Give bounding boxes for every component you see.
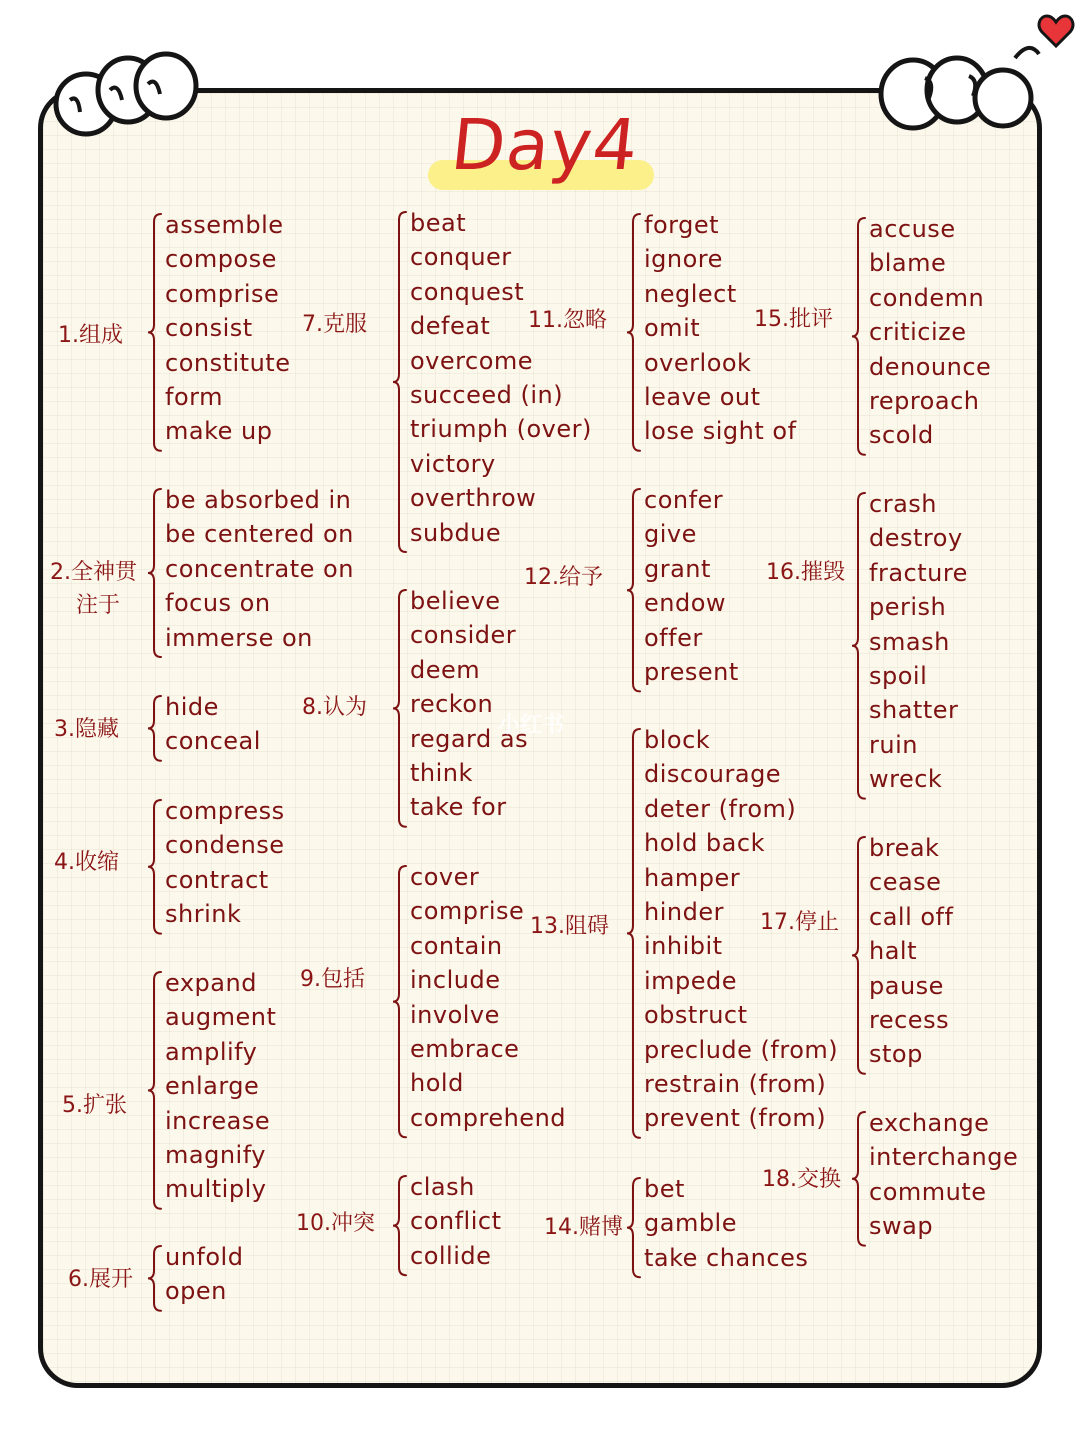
synonym-item: triumph (over)	[410, 415, 592, 444]
synonym-item: confer	[644, 486, 724, 514]
group-label: 4.收缩	[54, 850, 119, 875]
synonym-item: neglect	[644, 279, 737, 308]
synonym-item: immerse on	[165, 623, 313, 652]
synonym-item: increase	[165, 1106, 271, 1135]
curly-brace-icon	[851, 835, 871, 1076]
synonym-item: exchange	[869, 1109, 990, 1137]
synonym-item: crash	[869, 490, 937, 518]
curly-brace-icon	[626, 487, 646, 693]
synonym-item: offer	[644, 623, 703, 652]
synonym-list	[869, 1106, 1018, 1244]
synonym-item: bet	[644, 1175, 685, 1203]
synonym-item: amplify	[165, 1037, 258, 1066]
synonym-item: endow	[644, 589, 727, 618]
curly-brace-icon	[851, 1110, 871, 1248]
synonym-item: ignore	[644, 245, 723, 274]
left-hand-icon	[40, 38, 240, 158]
synonym-item: subdue	[410, 518, 502, 547]
synonym-item: destroy	[869, 524, 963, 553]
synonym-item: form	[165, 382, 223, 411]
synonym-item: cease	[869, 868, 942, 897]
synonym-item: preclude (from)	[644, 1035, 839, 1064]
synonym-item: gamble	[644, 1209, 737, 1238]
synonym-list	[410, 206, 592, 550]
synonym-item: contract	[165, 865, 269, 894]
synonym-list	[165, 483, 354, 655]
group-label: 10.冲突	[296, 1211, 375, 1236]
group-label: 11.忽略	[528, 308, 607, 333]
group-label: 16.摧毁	[766, 560, 845, 585]
synonym-item: impede	[644, 966, 738, 995]
curly-brace-icon	[147, 212, 167, 453]
curly-brace-icon	[392, 588, 412, 829]
synonym-item: fracture	[869, 558, 968, 587]
synonym-item: hold	[410, 1069, 464, 1098]
synonym-item: be absorbed in	[165, 486, 352, 514]
synonym-item: lose sight of	[644, 417, 797, 446]
synonym-item: hinder	[644, 897, 724, 926]
curly-brace-icon	[626, 1176, 646, 1279]
synonym-item: constitute	[165, 348, 291, 377]
synonym-item: be centered on	[165, 520, 354, 549]
synonym-item: hamper	[644, 863, 741, 892]
synonym-item: call off	[869, 902, 954, 931]
synonym-item: spoil	[869, 661, 928, 690]
group-label: 12.给予	[524, 565, 603, 590]
synonym-item: conflict	[410, 1207, 502, 1236]
synonym-list	[410, 1170, 501, 1273]
synonym-item: magnify	[165, 1140, 266, 1169]
synonym-item: reckon	[410, 690, 494, 719]
curly-brace-icon	[147, 487, 167, 659]
synonym-item: contain	[410, 931, 503, 960]
synonym-item: leave out	[644, 382, 761, 411]
synonym-item: succeed (in)	[410, 380, 564, 409]
synonym-list	[410, 584, 528, 825]
synonym-item: consist	[165, 314, 253, 343]
group-label-line2: 注于	[76, 593, 121, 618]
synonym-item: recess	[869, 1005, 950, 1034]
group-label: 1.组成	[58, 323, 123, 348]
curly-brace-icon	[147, 798, 167, 936]
synonym-item: conceal	[165, 727, 261, 756]
synonym-item: cover	[410, 863, 480, 891]
synonym-item: compress	[165, 797, 285, 825]
synonym-item: reproach	[869, 386, 980, 415]
synonym-item: forget	[644, 211, 719, 239]
synonym-item: denounce	[869, 352, 992, 381]
synonym-list	[869, 831, 953, 1072]
synonym-item: commute	[869, 1177, 987, 1206]
group-label: 14.赌博	[544, 1215, 623, 1240]
synonym-item: condense	[165, 831, 285, 860]
synonym-item: assemble	[165, 211, 284, 239]
synonym-item: halt	[869, 937, 917, 966]
synonym-item: perish	[869, 593, 947, 622]
synonym-item: conquest	[410, 277, 525, 306]
heart-icon	[1036, 12, 1076, 52]
right-hand-icon	[865, 38, 1065, 168]
synonym-list	[165, 1240, 243, 1309]
curly-brace-icon	[626, 212, 646, 453]
synonym-item: present	[644, 657, 739, 686]
group-label: 18.交换	[762, 1167, 841, 1192]
page-title: Day4	[447, 104, 643, 186]
synonym-list	[644, 483, 739, 689]
synonym-item: involve	[410, 1000, 500, 1029]
curly-brace-icon	[392, 1174, 412, 1277]
synonym-item: hold back	[644, 829, 765, 858]
group-label: 5.扩张	[62, 1093, 127, 1118]
synonym-item: criticize	[869, 318, 967, 347]
synonym-item: believe	[410, 587, 501, 615]
synonym-item: give	[644, 520, 697, 549]
curly-brace-icon	[626, 727, 646, 1140]
synonym-item: expand	[165, 969, 257, 997]
synonym-item: consider	[410, 621, 517, 650]
synonym-item: shatter	[869, 696, 959, 725]
group-label: 9.包括	[300, 967, 365, 992]
synonym-item: multiply	[165, 1175, 267, 1204]
synonym-item: deter (from)	[644, 794, 797, 823]
synonym-list	[869, 487, 968, 797]
synonym-item: overthrow	[410, 484, 537, 513]
synonym-item: take chances	[644, 1243, 809, 1272]
synonym-item: enlarge	[165, 1072, 260, 1101]
synonym-item: unfold	[165, 1243, 244, 1271]
group-label: 3.隐藏	[54, 717, 119, 742]
synonym-item: embrace	[410, 1034, 520, 1063]
synonym-item: overcome	[410, 346, 534, 375]
synonym-item: wreck	[869, 765, 943, 794]
synonym-item: open	[165, 1277, 227, 1306]
synonym-item: accuse	[869, 215, 956, 243]
synonym-item: obstruct	[644, 1001, 748, 1030]
synonym-list	[165, 208, 290, 449]
synonym-item: compose	[165, 245, 277, 274]
synonym-item: beat	[410, 209, 467, 237]
synonym-item: smash	[869, 627, 950, 656]
synonym-item: prevent (from)	[644, 1104, 827, 1133]
group-label: 17.停止	[760, 910, 839, 935]
synonym-list	[165, 794, 285, 932]
synonym-item: collide	[410, 1241, 492, 1270]
synonym-item: ruin	[869, 730, 918, 759]
curly-brace-icon	[147, 1244, 167, 1313]
synonym-item: victory	[410, 449, 496, 478]
watermark: 小红书	[498, 713, 565, 738]
group-label: 8.认为	[302, 695, 367, 720]
synonym-item: comprise	[165, 279, 280, 308]
synonym-list	[165, 966, 276, 1207]
synonym-item: augment	[165, 1003, 277, 1032]
synonym-item: regard as	[410, 724, 529, 753]
curly-brace-icon	[147, 970, 167, 1211]
group-label: 13.阻碍	[530, 914, 609, 939]
group-label: 2.全神贯	[50, 560, 137, 585]
curly-brace-icon	[392, 864, 412, 1139]
synonym-item: concentrate on	[165, 554, 354, 583]
synonym-item: make up	[165, 417, 273, 446]
synonym-item: stop	[869, 1040, 923, 1069]
synonym-item: pause	[869, 971, 944, 1000]
curly-brace-icon	[851, 216, 871, 457]
synonym-item: interchange	[869, 1143, 1019, 1172]
synonym-item: overlook	[644, 348, 752, 377]
synonym-item: take for	[410, 793, 507, 822]
synonym-item: shrink	[165, 900, 242, 929]
synonym-item: break	[869, 834, 940, 862]
synonym-item: blame	[869, 249, 947, 278]
curly-brace-icon	[147, 694, 167, 763]
synonym-list	[410, 860, 566, 1135]
synonym-item: grant	[644, 554, 711, 583]
synonym-item: focus on	[165, 589, 271, 618]
synonym-item: think	[410, 758, 473, 787]
group-label: 6.展开	[68, 1267, 133, 1292]
synonym-item: hide	[165, 693, 219, 721]
synonym-item: defeat	[410, 312, 491, 341]
synonym-item: discourage	[644, 760, 782, 789]
synonym-item: include	[410, 966, 501, 995]
synonym-list	[165, 690, 261, 759]
synonym-list	[869, 212, 991, 453]
synonym-item: restrain (from)	[644, 1069, 827, 1098]
synonym-item: condemn	[869, 283, 985, 312]
synonym-item: swap	[869, 1212, 934, 1241]
curly-brace-icon	[392, 210, 412, 554]
synonym-item: clash	[410, 1173, 475, 1201]
synonym-item: inhibit	[644, 932, 723, 961]
synonym-item: scold	[869, 421, 934, 450]
synonym-item: comprehend	[410, 1103, 567, 1132]
curly-brace-icon	[851, 491, 871, 801]
synonym-item: comprise	[410, 897, 525, 926]
synonym-item: omit	[644, 314, 701, 343]
synonym-item: block	[644, 726, 711, 754]
synonym-item: conquer	[410, 243, 512, 272]
group-label: 15.批评	[754, 307, 833, 332]
synonym-item: deem	[410, 655, 481, 684]
group-label: 7.克服	[302, 312, 367, 337]
